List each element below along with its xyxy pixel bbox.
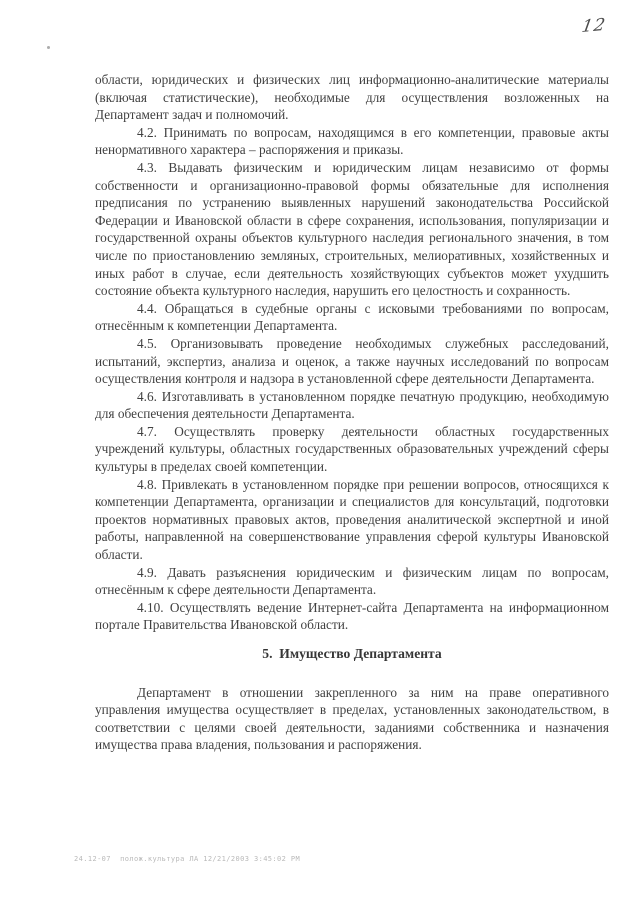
document-body: [95, 71, 609, 754]
paragraph-continuation: области, юридических и физических лиц информационно-аналитические материалы (включая статистические), необходимые для осуществления возложенных на Департамент задач и полномочий.: [95, 72, 609, 123]
paragraph-4-6: 4.6. Изготавливать в установленном порядке печатную продукцию, необходимую для обеспечения деятельности Департамента.: [95, 388, 609, 422]
paragraph-4-5: 4.5. Организовывать проведение необходимых служебных расследований, испытаний, экспертиз, анализа и оценок, а также научных исследований по вопросам осуществления контроля и надзора в установленной сфере деятельности Департамента.: [95, 335, 609, 387]
page-number: 12: [580, 15, 608, 37]
section-heading: 5. Имущество Департамента: [262, 646, 442, 661]
paragraph-4-2: 4.2. Принимать по вопросам, находящимся в его компетенции, правовые акты ненормативного характера – распоряжения и приказы.: [95, 124, 609, 158]
paragraph-4-3: 4.3. Выдавать физическим и юридическим лицам независимо от формы собственности и организационно-правовой формы обязательные для исполнения предписания по устранению выявленных нарушений законодательства Российской Федерации и Ивановской области в сфере сохранения, использования, популяризации и государственной охраны объектов культурного наследия регионального значения, в том числе по приостановлению земляных, строительных, мелиоративных, хозяйственных и иных работ в случае, если деятельность хозяйствующих субъектов может ухудшить состояние объекта культурного наследия, нарушить его целостность и сохранность.: [95, 159, 609, 299]
paragraph-4-8: 4.8. Привлекать в установленном порядке при решении вопросов, относящихся к компетенции Департамента, организации и специалистов для консультаций, подготовки проектов нормативных правовых актов, проведения аналитической экспертной и иной работы, направленной на совершенствование управления сферой культуры Ивановской области.: [95, 476, 609, 563]
paragraph-4-4: 4.4. Обращаться в судебные органы с исковыми требованиями по вопросам, отнесённым к компетенции Департамента.: [95, 300, 609, 334]
paragraph-4-7: 4.7. Осуществлять проверку деятельности областных государственных учреждений культуры, областных государственных образовательных учреждений сферы культуры в пределах своей компетенции.: [95, 423, 609, 475]
paragraph-4-10: 4.10. Осуществлять ведение Интернет-сайта Департамента на информационном портале Правительства Ивановской области.: [95, 599, 609, 633]
scan-speck: [47, 46, 50, 49]
footer-file-stamp: 24.12-07 полож.культура ЛА 12/21/2003 3:45:02 PM: [74, 855, 301, 863]
paragraph-section-5-body: Департамент в отношении закрепленного за ним на праве оперативного управления имущества осуществляет в пределах, установленных законодательством, в соответствии с целями своей деятельности, заданиями собственника и назначения имущества права владения, пользования и распоряжения.: [95, 684, 609, 753]
paragraph-4-9: 4.9. Давать разъяснения юридическим и физическим лицам по вопросам, отнесённым к сфере деятельности Департамента.: [95, 564, 609, 598]
